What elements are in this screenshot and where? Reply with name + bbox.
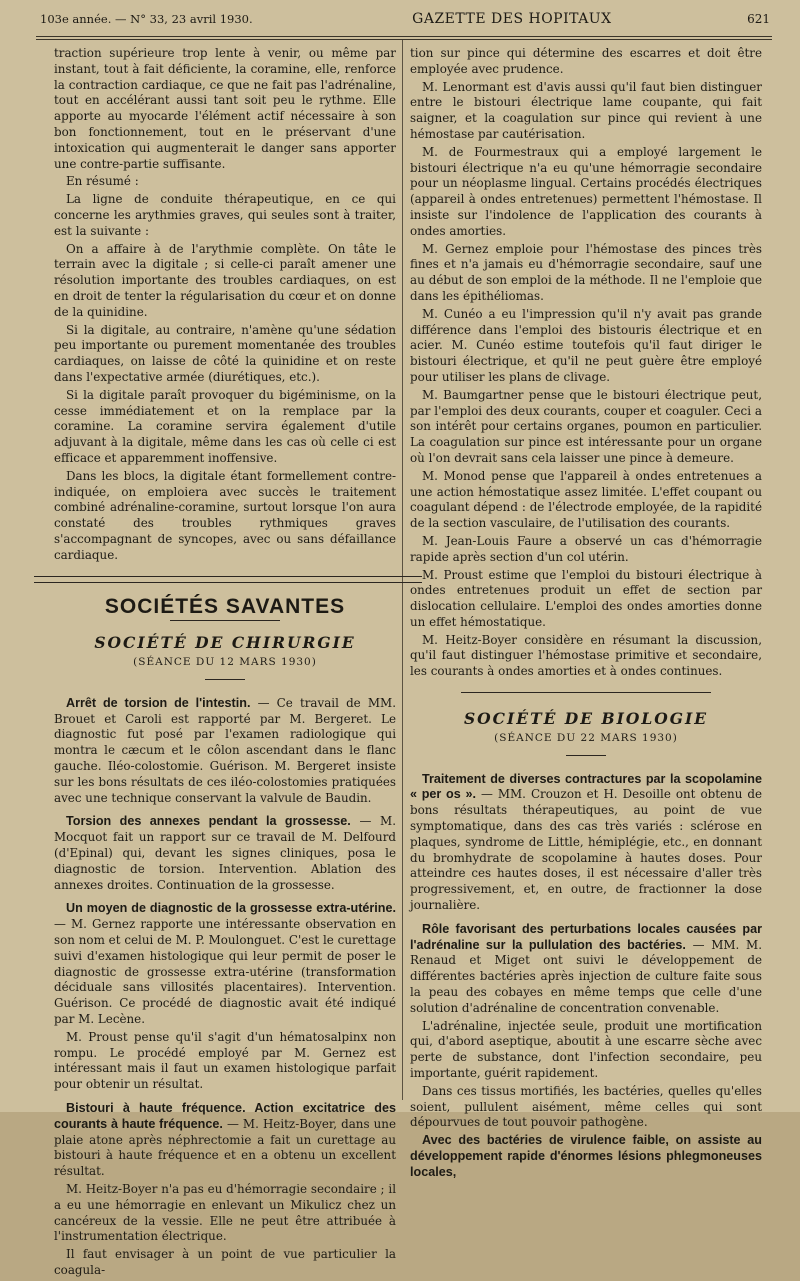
paragraph: Dans les blocs, la digitale étant formellement contre-indiquée, on emploiera avec succès le traitement combiné adrénaline-coramine, surtout lorsque l'on aura constaté des troubles rythmiques graves s'accompagnant de syncopes, avec ou sans défaillance cardiaque.: [54, 468, 396, 562]
report-item: [54, 696, 396, 807]
report-item: [54, 1030, 396, 1093]
journal-title: GAZETTE DES HOPITAUX: [412, 11, 612, 27]
paragraph: On a affaire à de l'arythmie complète. On tâte le terrain avec la digitale ; si celle-ci paraît amener une résolution importante des troubles cardiaques, on est en droit de tenter la régularisation du cœur et on donne de la quinidine.: [54, 241, 396, 319]
section-title: SOCIÉTÉS SAVANTES: [104, 594, 346, 618]
paragraph: M. Jean-Louis Faure a observé un cas d'hémorragie rapide après section d'un col utérin.: [410, 533, 762, 564]
seance-date: (SÉANCE DU 12 MARS 1930): [133, 656, 317, 669]
right-column: [410, 46, 762, 1183]
report-item: [54, 901, 396, 1027]
paragraph: traction supérieure trop lente à venir, ou même par instant, tout à fait déficiente, la coramine, elle, renforce la contraction cardiaque, ce que ne fait pas l'adrénaline, tout en accélérant aussi tant soit peu le rythme. Elle apporte au myocarde l'élément actif nécessaire à son bon fonctionnement, tout en le préservant d'une intoxication qui augmenterait le danger sans apporter une contre-partie suffisante.: [54, 46, 396, 171]
report-body: — Ce travail de MM. Brouet et Caroli est rapporté par M. Bergeret. Le diagnostic fut posé par l'examen radiologique qui montra le cæcum et le côlon ascendant dans le flanc gauche. Iléo-colostomie. Guérison. M. Bergeret insiste sur les bons résultats de ces iléo-colostomies pratiquées avec une technique conservant la valvule de Baudin.: [54, 695, 397, 805]
header-rule: [36, 36, 772, 37]
report-body: — MM. Crouzon et H. Desoille ont obtenu de bons résultats thérapeutiques, au point de vue symptomatique, dans des cas très variés : sclérose en plaques, syndrome de Little, hémiplégie, etc., en donnant du bromhydrate de scopolamine à hautes doses. Pour atteindre ces hautes doses, il est nécessaire d'aller très progressivement, et, en outre, de fractionner la dose journalière.: [410, 787, 762, 913]
report-title: Traitement de diverses contractures par la scopolamine « per os ».: [410, 771, 762, 802]
report-item: [54, 1247, 396, 1279]
report-body: — M. Heitz-Boyer, dans une plaie atone après néphrectomie a fait un curettage au bistouri à haute fréquence et en a obtenu un excellent résultat.: [54, 1116, 396, 1179]
report-title: Un moyen de diagnostic de la grossesse extra-utérine.: [66, 901, 396, 916]
mini-rule: [205, 679, 245, 680]
section-rule: [34, 576, 422, 583]
report-item: [410, 1019, 762, 1082]
society-heading: SOCIÉTÉ DE BIOLOGIE: [463, 709, 709, 729]
left-column: [54, 46, 396, 1281]
report-body: Avec des bactéries de virulence faible, on assiste au développement rapide d'énormes lésions phlegmoneuses locales,: [410, 1133, 762, 1179]
separator-rule: [461, 692, 711, 693]
report-title: Torsion des annexes pendant la grossesse.: [66, 814, 351, 829]
report-item: [410, 922, 762, 1017]
report-body: Il faut envisager à un point de vue particulier la coagula-: [54, 1247, 396, 1277]
report-title: Arrêt de torsion de l'intestin.: [66, 695, 251, 710]
report-item: [54, 1101, 396, 1180]
paragraph: En résumé :: [66, 174, 139, 189]
column-divider: [402, 40, 403, 1100]
short-rule: [170, 620, 280, 621]
paragraph: M. Heitz-Boyer considère en résumant la discussion, qu'il faut distinguer l'hémostase primitive et secondaire, les courants à ondes amorties et à ondes continues.: [410, 632, 762, 679]
paragraph: M. Proust estime que l'emploi du bistouri électrique à ondes entretenues produit un effet de section par dislocation cellulaire. L'emploi des ondes amorties donne un effet hémostatique.: [410, 567, 762, 629]
report-item: [410, 1133, 762, 1180]
paragraph: tion sur pince qui détermine des escarres et doit être employée avec prudence.: [410, 46, 762, 76]
mini-rule: [566, 755, 606, 756]
paragraph: M. Cunéo a eu l'impression qu'il n'y avait pas grande différence dans l'emploi des bistouris électrique et en acier. M. Cunéo estime toutefois qu'il faut diriger le bistouri électrique, et qu'il ne peut guère être employé pour utiliser les plans de clivage.: [410, 306, 762, 384]
paragraph: M. Monod pense que l'appareil à ondes entretenues a une action hémostatique assez limitée. L'effet coupant ou coagulant dépend : de l'électrode employée, de la rapidité de la section vasculaire, de l'utilisation des courants.: [410, 468, 762, 531]
report-body: — MM. M. Renaud et Miget ont suivi le développement de différentes bactéries après injection de culture faite sous la peau des cobayes en même temps que celle d'une solution d'adrénaline de concentration convenable.: [410, 937, 762, 1015]
report-body: L'adrénaline, injectée seule, produit une mortification qui, d'abord aseptique, aboutit à une escarre sèche avec perte de substance, dont l'infection secondaire, peu importante, guérit rapidement.: [410, 1018, 762, 1081]
page-header: [40, 4, 770, 34]
report-item: [54, 814, 396, 893]
report-body: M. Proust pense qu'il s'agit d'un hématosalpinx non rompu. Le procédé employé par M. Gernez est intéressant mais il faut un examen histologique parfait pour obtenir un résultat.: [54, 1029, 396, 1092]
page-number: 621: [747, 12, 770, 26]
seance-date: (SÉANCE DU 22 MARS 1930): [494, 731, 678, 744]
report-body: — M. Mocquot fait un rapport sur ce travail de M. Delfourd (d'Epinal) qui, devant les signes cliniques, posa le diagnostic de torsion. Intervention. Ablation des annexes droites. Continuation de la grossesse.: [54, 814, 396, 892]
society-heading: SOCIÉTÉ DE CHIRURGIE: [94, 633, 356, 653]
report-item: [410, 1084, 762, 1131]
paragraph: La ligne de conduite thérapeutique, en ce qui concerne les arythmies graves, qui seules sont à traiter, est la suivante :: [54, 192, 396, 238]
paragraph: M. de Fourmestraux qui a employé largement le bistouri électrique n'a eu qu'une hémorragie secondaire pour un néoplasme lingual. Certains procédés électriques (appareil à ondes entretenues) permettent l'hémostase. Il insiste sur l'indolence de l'application des courants à ondes amorties.: [410, 144, 762, 238]
paragraph: Si la digitale, au contraire, n'amène qu'une sédation peu importante ou purement momentanée des troubles cardiaques, on laisse de côté la quinidine et on reste dans l'expectative armée (diurétiques, etc.).: [54, 322, 396, 384]
paragraph: M. Baumgartner pense que le bistouri électrique peut, par l'emploi des deux courants, couper et coaguler. Ceci a son intérêt pour certains organes, poumon en particulier. La coagulation sur pince est intéressante pour un organe où l'on devrait sans cela laisser une pince à demeure.: [410, 387, 762, 465]
header-rule-2: [36, 39, 772, 40]
paragraph: M. Gernez emploie pour l'hémostase des pinces très fines et n'a jamais eu d'hémorragie secondaire, sauf une au début de son emploi de la méthode. Il ne l'emploie que dans les épithéliomas.: [410, 241, 762, 303]
paragraph: M. Lenormant est d'avis aussi qu'il faut bien distinguer entre le bistouri électrique lame coupante, qui fait saigner, et la coagulation sur pince qui revient à une hémostase par cautérisation.: [410, 79, 762, 141]
report-item: [54, 1182, 396, 1245]
report-title: Rôle favorisant des perturbations locales causées par l'adrénaline sur la pullulation des bactéries.: [410, 921, 762, 952]
report-body: — M. Gernez rapporte une intéressante observation en son nom et celui de M. P. Moulonguet. C'est le curettage suivi d'examen histologique qui leur permit de poser le diagnostic de grossesse extra-utérine (transformation déciduale sans villosités placentaires). Intervention. Guérison. Ce procédé de diagnostic avait été indiqué par M. Lecène.: [54, 917, 396, 1027]
report-title: Bistouri à haute fréquence. Action excitatrice des courants à haute fréquence.: [54, 1101, 396, 1131]
report-body: Dans ces tissus mortifiés, les bactéries, quelles qu'elles soient, pullulent aisément, même celles qui sont dépourvues de tout pouvoir pathogène.: [410, 1083, 762, 1130]
report-body: M. Heitz-Boyer n'a pas eu d'hémorragie secondaire ; il a eu une hémorragie en enlevant un Mikulicz chez un cancéreux de la vessie. Elle ne peut être attribuée à l'instrumentation électrique.: [54, 1182, 396, 1244]
issue-line: 103e année. — N° 33, 23 avril 1930.: [40, 12, 253, 26]
paragraph: Si la digitale paraît provoquer du bigéminisme, on la cesse immédiatement et on la remplace par la coramine. La coramine servira également d'utile adjuvant à la digitale, même dans les cas où celle ci est efficace et apparemment inoffensive.: [54, 387, 396, 465]
report-item: [410, 772, 762, 914]
